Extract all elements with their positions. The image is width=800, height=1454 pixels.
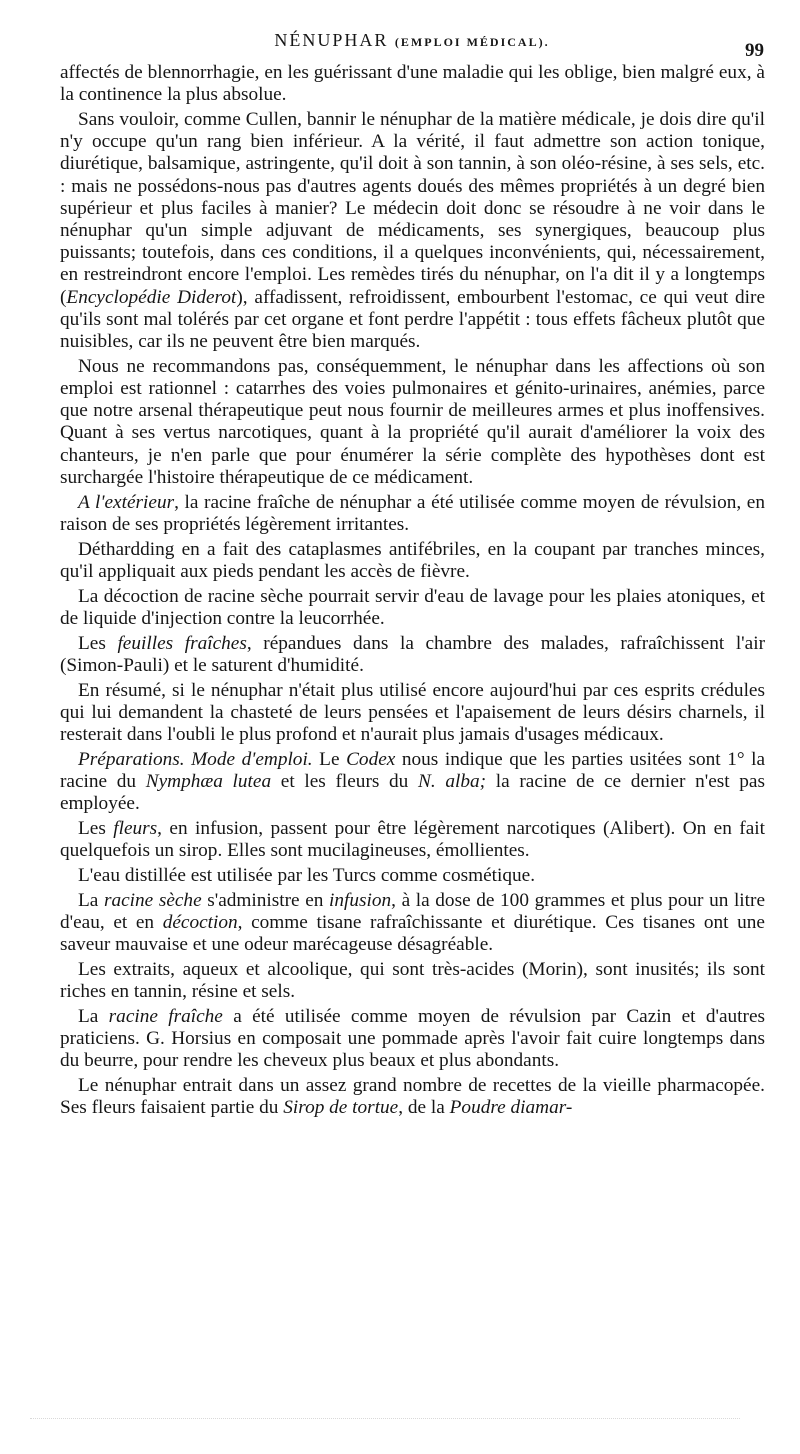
italic-run: Encyclopédie Diderot <box>66 286 237 308</box>
italic-run: racine sèche <box>103 889 202 911</box>
text-run: Le nénuphar entrait dans un assez grand nombre de recettes de la vieille pharmacopée. Ses fleurs faisaient partie du <box>60 1075 765 1119</box>
text-run: Les extraits, aqueux et alcoolique, qui sont très-acides (Morin), sont inusités; ils sont riches en tannin, résine et sels. <box>60 959 765 1003</box>
running-title-main: NÉNUPHAR <box>274 30 389 50</box>
text-run: Sans vouloir, comme Cullen, bannir le nénuphar de la matière médicale, je dois dire qu'il n'y occupe qu'un rang bien inférieur. A la vérité, il faut admettre son action tonique, diurétique, balsamique, astringente, qu'il doit à son tannin, à son oléo-résine, à ses sels, etc. : mais ne possédons-nous pas d'autres agents doués des mêmes propriétés à un degré bien supérieur et plus faciles à manier? Le médecin doit donc se résoudre à ne voir dans le nénuphar qu'un simple adjuvant de médicaments, ses synergiques, beaucoup plus puissants; toutefois, dans ces conditions, il a quelques inconvénients, qui, nécessairement, en restreindront encore l'emploi. Les remèdes tirés du nénuphar, on l'a dit il y a longtemps ( <box>60 109 765 308</box>
text-run: , de la <box>398 1097 450 1119</box>
text-run: nous indique que les parties usitées sont 1° la racine du <box>60 748 765 793</box>
page-number: 99 <box>745 40 764 61</box>
paragraph-p10 <box>60 818 765 862</box>
text-run: La <box>78 1006 109 1028</box>
italic-run: Codex <box>346 748 396 770</box>
italic-run: racine fraîche <box>108 1006 223 1028</box>
italic-run: Sirop de tortue <box>283 1097 399 1119</box>
text-run: , répandues dans la chambre des malades, rafraîchissent l'air (Simon-Pauli) et le saturent d'humidité. <box>60 632 765 676</box>
italic-run: infusion <box>329 889 392 911</box>
paragraph-p14 <box>60 1006 765 1073</box>
paragraph-p15 <box>60 1075 765 1119</box>
italic-run: fleurs <box>113 818 158 840</box>
paragraph-p6 <box>60 586 765 630</box>
text-run: , comme tisane rafraîchissante et diurétique. Ces tisanes ont une saveur mauvaise et une odeur marécageuse désagréable. <box>60 912 765 956</box>
text-run: la racine de ce dernier n'est pas employée. <box>60 771 765 815</box>
running-title-subtitle: (EMPLOI MÉDICAL). <box>394 35 550 49</box>
italic-run: Préparations. Mode d'emploi. <box>78 748 313 770</box>
italic-run: Poudre diamar- <box>449 1097 573 1119</box>
body-text <box>60 62 765 1122</box>
text-run: s'administre en <box>201 889 330 911</box>
italic-run: N. alba; <box>418 771 487 793</box>
running-title <box>60 30 764 51</box>
text-run: , en infusion, passent pour être légèrement narcotiques (Alibert). On en fait quelquefois un sirop. Elles sont mucilagineuses, émollientes. <box>60 818 765 862</box>
paragraph-p4 <box>60 492 765 536</box>
italic-run: feuilles fraîches <box>117 632 247 654</box>
text-run: Déthardding en a fait des cataplasmes antifébriles, en la coupant par tranches minces, qu'il appliquait aux pieds pendant les accès de fièvre. <box>60 538 765 582</box>
italic-run: Nymphæa lutea <box>145 771 272 793</box>
paragraph-p5 <box>60 539 765 583</box>
paragraph-p12 <box>60 890 765 957</box>
text-run: , la racine fraîche de nénuphar a été utilisée comme moyen de révulsion, en raison de ses propriétés légèrement irritantes. <box>60 491 766 535</box>
paragraph-p9 <box>60 749 765 816</box>
paragraph-p1 <box>60 62 765 106</box>
text-run: Le <box>312 748 347 770</box>
paragraph-p11 <box>60 865 765 887</box>
paragraph-p8 <box>60 680 765 747</box>
text-run: et les fleurs du <box>271 771 419 793</box>
text-run: affectés de blennorrhagie, en les guérissant d'une maladie qui les oblige, bien malgré eux, à la continence la plus absolue. <box>60 62 765 106</box>
text-run: ), affadissent, refroidissent, embourbent l'estomac, ce qui veut dire qu'ils sont mal tolérés par cet organe et font perdre l'appétit : tous effets fâcheux plutôt que nuisibles, car ils ne peuvent être bien marqués. <box>60 286 765 353</box>
italic-run: A l'extérieur <box>78 491 175 513</box>
text-run: La décoction de racine sèche pourrait servir d'eau de lavage pour les plaies atoniques, et de liquide d'injection contre la leucorrhée. <box>60 585 765 629</box>
italic-run: décoction <box>162 912 238 934</box>
running-head <box>60 30 764 61</box>
text-run: , à la dose de 100 grammes et plus pour un litre d'eau, et en <box>60 889 766 934</box>
text-run: Les <box>78 632 118 654</box>
text-run: a été utilisée comme moyen de révulsion par Cazin et d'autres praticiens. G. Horsius en composait une pommade après l'avoir fait cuire longtemps dans du beurre, pour rendre les cheveux plus beaux et plus abondants. <box>60 1006 766 1072</box>
paragraph-p3 <box>60 356 765 489</box>
text-run: Nous ne recommandons pas, conséquemment, le nénuphar dans les affections où son emploi est rationnel : catarrhes des voies pulmonaires et génito-urinaires, anémies, parce que notre arsenal thérapeutique peut nous fournir de meilleures armes et plus inoffensives. Quant à ses vertus narcotiques, quant à la propriété qu'il aurait d'améliorer la voix des chanteurs, je n'en parle que pour énumérer la série complète des hypothèses dont est surchargée l'histoire thérapeutique de ce médicament. <box>60 355 765 488</box>
text-run: Les <box>78 818 114 840</box>
text-run: En résumé, si le nénuphar n'était plus utilisé encore aujourd'hui par ces esprits crédules qui lui demandent la chasteté de leurs pensées et l'apaisement de leurs désirs charnels, il resterait dans l'oubli le plus profond et n'aurait plus jamais d'usages médicaux. <box>60 679 765 746</box>
paragraph-p7 <box>60 633 765 677</box>
paragraph-p13 <box>60 959 765 1003</box>
paragraph-p2 <box>60 109 765 353</box>
text-run: La <box>78 889 104 911</box>
text-run: L'eau distillée est utilisée par les Turcs comme cosmétique. <box>78 865 536 887</box>
page-bottom-specks <box>30 1418 740 1421</box>
